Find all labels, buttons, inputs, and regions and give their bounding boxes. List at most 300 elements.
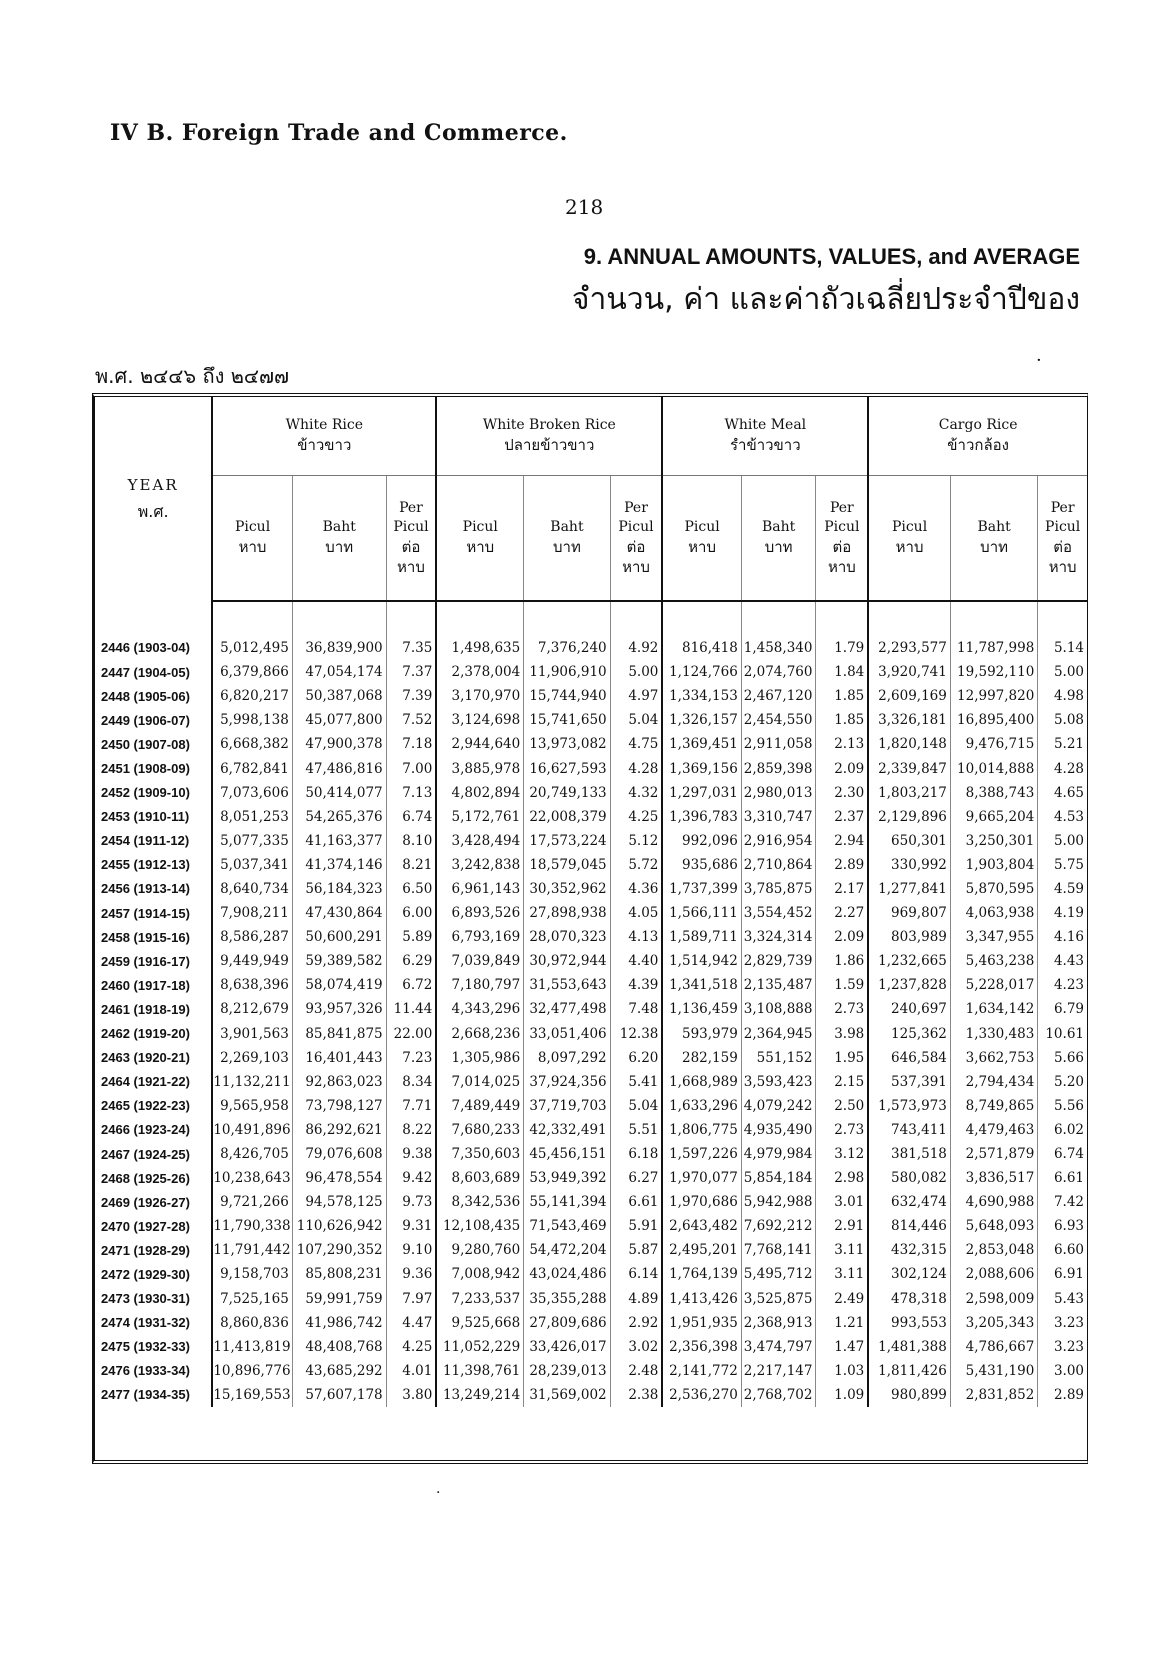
picul-cell: 8,051,253 [212,805,292,829]
baht-cell: 42,332,491 [524,1118,610,1142]
baht-cell: 5,942,988 [741,1190,816,1214]
baht-cell: 2,980,013 [741,781,816,805]
per-picul-cell: 7.18 [386,732,436,756]
baht-cell: 30,972,944 [524,949,610,973]
baht-cell: 50,414,077 [292,781,386,805]
per-picul-cell: 12.38 [610,1022,662,1046]
picul-cell: 13,249,214 [436,1383,523,1407]
per-picul-cell: 1.79 [816,601,868,660]
per-picul-cell: 7.71 [386,1094,436,1118]
table-row [95,1070,1087,1094]
baht-header: Baht บาท [950,476,1037,602]
baht-cell: 92,863,023 [292,1070,386,1094]
table-row [95,877,1087,901]
per-picul-cell: 3.12 [816,1142,868,1166]
table-row [95,781,1087,805]
picul-cell: 478,318 [868,1287,950,1311]
baht-cell: 4,063,938 [950,901,1037,925]
per-picul-cell: 7.37 [386,660,436,684]
per-picul-cell: 7.42 [1053,1194,1084,1211]
picul-cell: 5,077,335 [212,829,292,853]
picul-cell: 1,413,426 [662,1287,741,1311]
picul-cell: 593,979 [662,1022,741,1046]
picul-cell: 1,573,973 [868,1094,950,1118]
per-picul-cell: 6.61 [1053,1170,1084,1187]
per-picul-cell: 4.28 [610,756,662,780]
picul-cell: 5,012,495 [212,601,292,660]
picul-cell: 7,350,603 [436,1142,523,1166]
baht-cell: 94,578,125 [292,1190,386,1214]
baht-cell: 3,836,517 [950,1166,1037,1190]
baht-cell: 3,554,452 [741,901,816,925]
table-row [95,1214,1087,1238]
picul-cell: 1,970,686 [662,1190,741,1214]
baht-cell: 9,665,204 [950,805,1037,829]
per-picul-cell: 5.00 [610,660,662,684]
per-picul-cell: 4.53 [1053,808,1084,825]
picul-cell: 1,334,153 [662,684,741,708]
picul-cell: 1,297,031 [662,781,741,805]
per-picul-cell: 2.50 [816,1094,868,1118]
year-cell: 2476 (1933-34) [95,1359,212,1383]
picul-cell: 992,096 [662,829,741,853]
baht-cell: 2,364,945 [741,1022,816,1046]
per-picul-cell: 6.60 [1053,1242,1084,1259]
per-picul-cell: 6.00 [386,901,436,925]
per-picul-cell: 4.75 [610,732,662,756]
table-row [95,949,1087,973]
per-picul-cell: 5.89 [386,925,436,949]
per-picul-header: Per Picul ต่อ หาบ [816,476,868,602]
baht-cell: 41,163,377 [292,829,386,853]
per-picul-cell: 6.74 [1053,1146,1084,1163]
picul-cell: 1,737,399 [662,877,741,901]
year-cell: 2470 (1927-28) [95,1214,212,1238]
per-picul-cell: 2.37 [816,805,868,829]
picul-cell: 432,315 [868,1238,950,1262]
per-picul-header: Per Picul ต่อ หาบ [1038,476,1087,602]
baht-cell: 4,979,984 [741,1142,816,1166]
baht-cell: 2,368,913 [741,1311,816,1335]
per-picul-cell: 1.95 [816,1046,868,1070]
per-picul-cell: 8.34 [386,1070,436,1094]
picul-cell: 1,811,426 [868,1359,950,1383]
table-title-thai: จำนวน, ค่า และค่าถัวเฉลี่ยประจำปีของ [571,282,1080,317]
picul-cell: 9,525,668 [436,1311,523,1335]
per-picul-cell: 22.00 [386,1022,436,1046]
baht-cell: 16,895,400 [950,708,1037,732]
per-picul-cell: 6.50 [386,877,436,901]
per-picul-cell: 1.85 [816,684,868,708]
baht-cell: 15,741,650 [524,708,610,732]
picul-cell: 1,566,111 [662,901,741,925]
per-picul-cell: 4.59 [1053,880,1084,897]
picul-cell: 7,680,233 [436,1118,523,1142]
baht-cell: 96,478,554 [292,1166,386,1190]
picul-cell: 2,536,270 [662,1383,741,1407]
per-picul-cell: 1.84 [816,660,868,684]
per-picul-cell: 6.27 [610,1166,662,1190]
per-picul-cell: 5.04 [610,1094,662,1118]
picul-cell: 10,896,776 [212,1359,292,1383]
baht-cell: 20,749,133 [524,781,610,805]
picul-cell: 1,951,935 [662,1311,741,1335]
per-picul-cell: 1.47 [816,1335,868,1359]
picul-cell: 1,396,783 [662,805,741,829]
baht-cell: 107,290,352 [292,1238,386,1262]
baht-cell: 36,839,900 [292,601,386,660]
picul-cell: 8,860,836 [212,1311,292,1335]
table-row [95,1383,1087,1407]
year-cell: 2457 (1914-15) [95,901,212,925]
baht-cell: 50,387,068 [292,684,386,708]
baht-cell: 10,014,888 [950,756,1037,780]
picul-cell: 537,391 [868,1070,950,1094]
baht-cell: 54,265,376 [292,805,386,829]
group-header-cargo-rice: Cargo Rice ข้าวกล้อง [868,397,1087,476]
picul-cell: 7,180,797 [436,973,523,997]
table-row [95,901,1087,925]
year-cell: 2447 (1904-05) [95,660,212,684]
picul-cell: 2,495,201 [662,1238,741,1262]
year-cell: 2460 (1917-18) [95,973,212,997]
picul-cell: 282,159 [662,1046,741,1070]
picul-cell: 11,791,442 [212,1238,292,1262]
baht-cell: 7,376,240 [524,601,610,660]
picul-cell: 8,586,287 [212,925,292,949]
section-title: IV B. Foreign Trade and Commerce. [110,120,568,146]
year-cell: 2464 (1921-22) [95,1070,212,1094]
per-picul-cell: 4.01 [386,1359,436,1383]
baht-cell: 2,598,009 [950,1287,1037,1311]
picul-cell: 8,603,689 [436,1166,523,1190]
baht-cell: 37,924,356 [524,1070,610,1094]
per-picul-cell: 4.05 [610,901,662,925]
per-picul-cell: 4.25 [610,805,662,829]
table-row [95,853,1087,877]
picul-cell: 7,489,449 [436,1094,523,1118]
per-picul-cell: 5.00 [1053,664,1084,681]
baht-cell: 47,054,174 [292,660,386,684]
per-picul-cell: 1.86 [816,949,868,973]
per-picul-cell: 10.61 [1045,1025,1084,1042]
per-picul-cell: 5.00 [1053,832,1084,849]
table-row [95,1311,1087,1335]
baht-cell: 8,388,743 [950,781,1037,805]
picul-cell: 2,339,847 [868,756,950,780]
year-cell: 2450 (1907-08) [95,732,212,756]
baht-cell: 32,477,498 [524,997,610,1021]
year-cell: 2469 (1926-27) [95,1190,212,1214]
picul-cell: 6,961,143 [436,877,523,901]
per-picul-cell: 5.12 [610,829,662,853]
picul-cell: 7,039,849 [436,949,523,973]
picul-cell: 743,411 [868,1118,950,1142]
baht-cell: 41,374,146 [292,853,386,877]
table-row [95,925,1087,949]
table-row [95,1118,1087,1142]
per-picul-cell: 1.21 [816,1311,868,1335]
per-picul-cell: 6.93 [1053,1218,1084,1235]
picul-cell: 3,885,978 [436,756,523,780]
picul-cell: 2,269,103 [212,1046,292,1070]
per-picul-cell: 9.42 [386,1166,436,1190]
picul-cell: 2,668,236 [436,1022,523,1046]
baht-cell: 17,573,224 [524,829,610,853]
baht-cell: 4,935,490 [741,1118,816,1142]
picul-cell: 6,668,382 [212,732,292,756]
picul-cell: 7,008,942 [436,1262,523,1286]
baht-cell: 12,997,820 [950,684,1037,708]
picul-cell: 1,668,989 [662,1070,741,1094]
per-picul-cell: 2.38 [610,1383,662,1407]
baht-header: Baht บาท [741,476,816,602]
per-picul-cell: 7.13 [386,781,436,805]
per-picul-cell: 7.48 [610,997,662,1021]
per-picul-cell: 2.49 [816,1287,868,1311]
picul-cell: 1,369,451 [662,732,741,756]
picul-cell: 240,697 [868,997,950,1021]
stray-mark-bottom: · [436,1485,441,1501]
table-row [95,1287,1087,1311]
stray-mark: · [1036,350,1042,371]
baht-cell: 2,074,760 [741,660,816,684]
picul-cell: 6,379,866 [212,660,292,684]
baht-cell: 19,592,110 [950,660,1037,684]
baht-cell: 1,903,804 [950,853,1037,877]
baht-cell: 5,870,595 [950,877,1037,901]
picul-cell: 9,280,760 [436,1238,523,1262]
baht-cell: 5,495,712 [741,1262,816,1286]
per-picul-cell: 5.87 [610,1238,662,1262]
year-cell: 2455 (1912-13) [95,853,212,877]
picul-cell: 814,446 [868,1214,950,1238]
picul-cell: 8,640,734 [212,877,292,901]
year-cell: 2456 (1913-14) [95,877,212,901]
baht-cell: 31,553,643 [524,973,610,997]
year-cell: 2448 (1905-06) [95,684,212,708]
per-picul-cell: 6.61 [610,1190,662,1214]
baht-cell: 8,749,865 [950,1094,1037,1118]
picul-cell: 1,806,775 [662,1118,741,1142]
baht-cell: 55,141,394 [524,1190,610,1214]
baht-cell: 71,543,469 [524,1214,610,1238]
per-picul-cell: 4.19 [1053,905,1084,922]
per-picul-cell: 7.97 [386,1287,436,1311]
baht-cell: 2,859,398 [741,756,816,780]
baht-cell: 5,463,238 [950,949,1037,973]
baht-cell: 2,467,120 [741,684,816,708]
per-picul-cell: 6.18 [610,1142,662,1166]
per-picul-cell: 6.72 [386,973,436,997]
per-picul-cell: 4.97 [610,684,662,708]
baht-cell: 2,853,048 [950,1238,1037,1262]
year-cell: 2449 (1906-07) [95,708,212,732]
per-picul-cell: 7.52 [386,708,436,732]
baht-cell: 59,991,759 [292,1287,386,1311]
per-picul-cell: 11.44 [386,997,436,1021]
picul-cell: 2,643,482 [662,1214,741,1238]
picul-cell: 10,238,643 [212,1166,292,1190]
picul-cell: 11,052,229 [436,1335,523,1359]
baht-cell: 13,973,082 [524,732,610,756]
picul-cell: 993,553 [868,1311,950,1335]
baht-cell: 9,476,715 [950,732,1037,756]
baht-cell: 3,324,314 [741,925,816,949]
picul-cell: 980,899 [868,1383,950,1407]
baht-cell: 2,829,739 [741,949,816,973]
baht-cell: 85,841,875 [292,1022,386,1046]
baht-cell: 4,786,667 [950,1335,1037,1359]
picul-cell: 1,498,635 [436,601,523,660]
per-picul-header: Per Picul ต่อ หาบ [386,476,436,602]
per-picul-cell: 4.47 [386,1311,436,1335]
baht-cell: 110,626,942 [292,1214,386,1238]
baht-cell: 5,431,190 [950,1359,1037,1383]
per-picul-cell: 2.09 [816,925,868,949]
baht-cell: 35,355,288 [524,1287,610,1311]
table-row [95,997,1087,1021]
per-picul-cell: 6.91 [1053,1266,1084,1283]
year-header-label: YEAR [127,476,179,495]
year-cell: 2471 (1928-29) [95,1238,212,1262]
baht-cell: 2,710,864 [741,853,816,877]
picul-cell: 1,633,296 [662,1094,741,1118]
picul-cell: 9,721,266 [212,1190,292,1214]
per-picul-cell: 3.23 [1053,1314,1084,1331]
group-header-white-broken-rice: White Broken Rice ปลายข้าวขาว [436,397,662,476]
per-picul-cell: 3.11 [816,1262,868,1286]
baht-cell: 3,250,301 [950,829,1037,853]
picul-cell: 2,129,896 [868,805,950,829]
picul-cell: 3,124,698 [436,708,523,732]
baht-cell: 18,579,045 [524,853,610,877]
per-picul-cell: 2.48 [610,1359,662,1383]
year-cell: 2461 (1918-19) [95,997,212,1021]
baht-cell: 53,949,392 [524,1166,610,1190]
baht-cell: 1,458,340 [741,601,816,660]
year-cell: 2452 (1909-10) [95,781,212,805]
baht-cell: 1,634,142 [950,997,1037,1021]
per-picul-cell: 1.09 [816,1383,868,1407]
baht-header: Baht บาท [292,476,386,602]
per-picul-cell: 2.73 [816,1118,868,1142]
year-cell: 2467 (1924-25) [95,1142,212,1166]
per-picul-cell: 3.98 [816,1022,868,1046]
picul-cell: 2,944,640 [436,732,523,756]
picul-cell: 125,362 [868,1022,950,1046]
data-table-frame [92,393,1088,1464]
per-picul-cell: 3.01 [816,1190,868,1214]
picul-cell: 650,301 [868,829,950,853]
baht-cell: 3,593,423 [741,1070,816,1094]
baht-cell: 93,957,326 [292,997,386,1021]
per-picul-cell: 1.59 [816,973,868,997]
picul-cell: 3,242,838 [436,853,523,877]
picul-cell: 8,342,536 [436,1190,523,1214]
table-row [95,1142,1087,1166]
per-picul-cell: 4.16 [1053,929,1084,946]
baht-cell: 551,152 [741,1046,816,1070]
baht-cell: 33,426,017 [524,1335,610,1359]
baht-cell: 2,088,606 [950,1262,1037,1286]
per-picul-cell: 3.80 [386,1383,436,1407]
per-picul-cell: 9.10 [386,1238,436,1262]
table-row [95,756,1087,780]
baht-cell: 43,024,486 [524,1262,610,1286]
table-row [95,1238,1087,1262]
picul-cell: 2,378,004 [436,660,523,684]
table-row [95,1022,1087,1046]
picul-cell: 15,169,553 [212,1383,292,1407]
picul-cell: 803,989 [868,925,950,949]
picul-cell: 9,449,949 [212,949,292,973]
picul-header: Picul หาบ [662,476,741,602]
per-picul-cell: 6.14 [610,1262,662,1286]
picul-cell: 12,108,435 [436,1214,523,1238]
picul-cell: 1,597,226 [662,1142,741,1166]
per-picul-cell: 5.21 [1053,736,1084,753]
per-picul-cell: 4.36 [610,877,662,901]
picul-cell: 2,356,398 [662,1335,741,1359]
per-picul-cell: 7.00 [386,756,436,780]
baht-cell: 50,600,291 [292,925,386,949]
per-picul-cell: 7.35 [386,601,436,660]
picul-cell: 1,820,148 [868,732,950,756]
picul-cell: 1,277,841 [868,877,950,901]
baht-cell: 11,787,998 [950,601,1037,660]
baht-cell: 47,430,864 [292,901,386,925]
per-picul-cell: 6.79 [1053,1001,1084,1018]
per-picul-cell: 8.21 [386,853,436,877]
picul-cell: 5,037,341 [212,853,292,877]
per-picul-cell: 5.20 [1053,1073,1084,1090]
page-number: 218 [565,195,604,219]
picul-header: Picul หาบ [436,476,523,602]
baht-cell: 28,239,013 [524,1359,610,1383]
year-cell: 2451 (1908-09) [95,756,212,780]
per-picul-cell: 2.15 [816,1070,868,1094]
baht-cell: 45,077,800 [292,708,386,732]
picul-cell: 3,170,970 [436,684,523,708]
per-picul-cell: 5.66 [1053,1049,1084,1066]
picul-cell: 2,141,772 [662,1359,741,1383]
per-picul-cell: 4.92 [610,601,662,660]
per-picul-cell: 4.89 [610,1287,662,1311]
picul-cell: 7,908,211 [212,901,292,925]
year-cell: 2462 (1919-20) [95,1022,212,1046]
per-picul-cell: 1.03 [816,1359,868,1383]
picul-cell: 6,782,841 [212,756,292,780]
per-picul-cell: 2.73 [816,997,868,1021]
per-picul-cell: 9.36 [386,1262,436,1286]
picul-cell: 1,326,157 [662,708,741,732]
per-picul-cell: 5.08 [1053,712,1084,729]
per-picul-cell: 5.14 [1053,640,1084,657]
picul-cell: 1,764,139 [662,1262,741,1286]
per-picul-cell: 5.91 [610,1214,662,1238]
baht-cell: 8,097,292 [524,1046,610,1070]
picul-cell: 1,341,518 [662,973,741,997]
table-row [95,660,1087,684]
year-cell: 2446 (1903-04) [95,601,212,660]
baht-cell: 73,798,127 [292,1094,386,1118]
per-picul-cell: 2.89 [816,853,868,877]
table-row [95,1046,1087,1070]
baht-cell: 4,690,988 [950,1190,1037,1214]
baht-cell: 57,607,178 [292,1383,386,1407]
per-picul-cell: 4.98 [1053,688,1084,705]
